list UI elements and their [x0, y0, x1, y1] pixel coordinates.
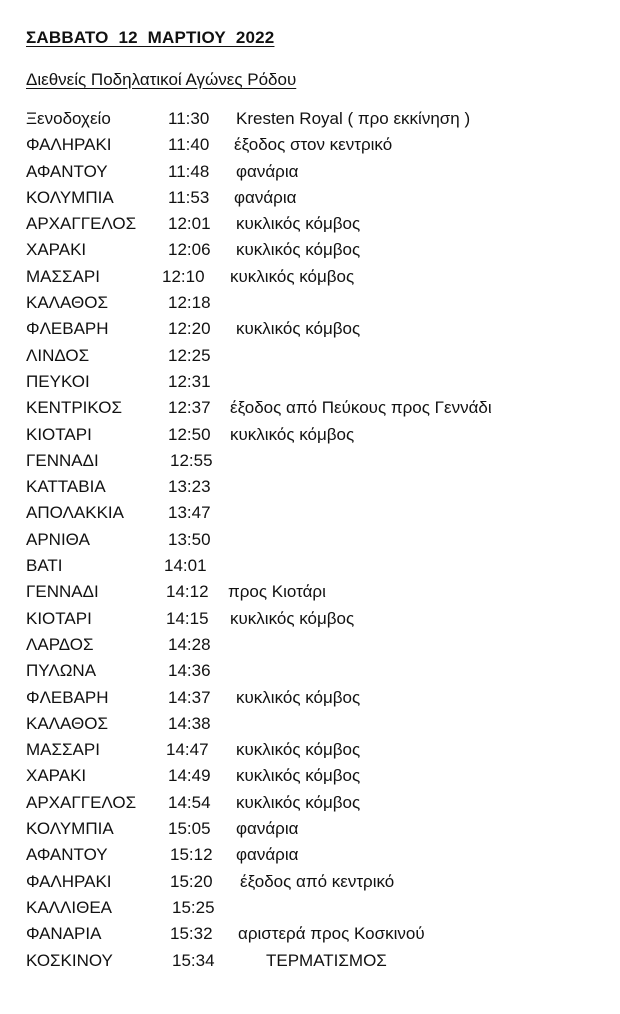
schedule-row [0, 948, 620, 974]
row-place: ΛΑΡΔΟΣ [26, 634, 94, 654]
schedule-row [0, 869, 620, 895]
row-place: ΚΟΣΚΙΝΟΥ [26, 950, 113, 970]
schedule-row [0, 316, 620, 342]
row-time: 12:31 [168, 371, 211, 391]
row-place: ΚΙΟΤΑΡΙ [26, 608, 92, 628]
row-time: 12:25 [168, 345, 211, 365]
schedule-row [0, 921, 620, 947]
row-note: κυκλικός κόμβος [236, 766, 361, 786]
schedule-row [0, 159, 620, 185]
row-time: 12:10 [162, 266, 205, 286]
schedule-row [0, 553, 620, 579]
row-time: 14:28 [168, 634, 211, 654]
row-time: 14:37 [168, 687, 211, 707]
row-place: ΚΑΛΑΘΟΣ [26, 293, 108, 313]
row-time: 15:32 [170, 924, 213, 944]
schedule-row [0, 132, 620, 158]
row-place: ΧΑΡΑΚΙ [26, 240, 87, 260]
row-time: 13:47 [168, 503, 211, 523]
row-place: ΦΑΛΗΡΑΚΙ [26, 135, 112, 155]
row-note: κυκλικός κόμβος [236, 214, 361, 234]
schedule-row [0, 606, 620, 632]
row-place: ΛΙΝΔΟΣ [26, 345, 90, 365]
row-time: 11:30 [168, 109, 210, 128]
schedule-row [0, 816, 620, 842]
row-place: ΧΑΡΑΚΙ [26, 766, 87, 786]
row-time: 15:12 [170, 845, 213, 865]
schedule-row [0, 395, 620, 421]
row-place: ΜΑΣΣΑΡΙ [26, 740, 100, 760]
row-time: 12:50 [168, 424, 211, 444]
row-time: 11:53 [168, 187, 210, 207]
schedule-row [0, 369, 620, 395]
row-time: 12:01 [168, 214, 211, 234]
row-time: 14:54 [168, 792, 211, 812]
schedule-row [0, 106, 620, 132]
row-time: 11:40 [168, 135, 210, 155]
row-place: ΦΑΛΗΡΑΚΙ [26, 871, 112, 891]
row-time: 11:48 [168, 161, 210, 181]
schedule-row [0, 685, 620, 711]
row-note: αριστερά προς Κοσκινού [238, 924, 425, 944]
schedule-row [0, 737, 620, 763]
row-place: ΠΕΥΚΟΙ [26, 371, 90, 391]
row-time: 12:18 [168, 293, 211, 313]
row-place: ΑΡΝΙΘΑ [26, 529, 90, 549]
row-note: κυκλικός κόμβος [230, 266, 355, 286]
row-time: 15:20 [170, 871, 213, 891]
row-time: 15:05 [168, 819, 211, 839]
row-time: 12:55 [170, 450, 213, 470]
schedule-row [0, 343, 620, 369]
row-note: ΤΕΡΜΑΤΙΣΜΟΣ [266, 950, 387, 970]
row-time: 15:25 [172, 897, 215, 917]
row-place: ΦΑΝΑΡΙΑ [26, 924, 102, 944]
row-time: 15:34 [172, 950, 215, 970]
row-note: φανάρια [236, 845, 299, 865]
row-place: ΑΠΟΛΑΚΚΙΑ [26, 503, 124, 523]
row-note: κυκλικός κόμβος [236, 687, 361, 707]
row-place: ΑΡΧΑΓΓΕΛΟΣ [26, 792, 137, 812]
row-place: ΚΑΛΛΙΘΕΑ [26, 897, 113, 917]
row-note: κυκλικός κόμβος [236, 319, 361, 339]
row-time: 12:37 [168, 398, 211, 418]
row-place: ΚΕΝΤΡΙΚΟΣ [26, 398, 122, 418]
schedule-row [0, 763, 620, 789]
row-note: έξοδος από Πεύκους προς Γεννάδι [230, 398, 492, 418]
row-place: ΓΕΝΝΑΔΙ [26, 582, 99, 602]
row-time: 14:36 [168, 661, 211, 681]
schedule-row [0, 711, 620, 737]
row-note: έξοδος από κεντρικό [240, 871, 395, 891]
row-note: προς Κιοτάρι [228, 582, 326, 602]
row-place: Ξενοδοχείο [26, 109, 111, 128]
row-place: ΑΡΧΑΓΓΕΛΟΣ [26, 214, 137, 234]
row-note: φανάρια [234, 187, 297, 207]
schedule-list [0, 106, 620, 974]
row-place: ΚΑΤΤΑΒΙΑ [26, 477, 106, 497]
row-place: ΚΑΛΑΘΟΣ [26, 713, 108, 733]
schedule-row [0, 448, 620, 474]
row-time: 14:12 [166, 582, 209, 602]
row-time: 14:38 [168, 713, 211, 733]
row-place: ΓΕΝΝΑΔΙ [26, 450, 99, 470]
row-note: έξοδος στον κεντρικό [234, 135, 393, 155]
schedule-row [0, 527, 620, 553]
row-time: 12:06 [168, 240, 211, 260]
row-time: 14:49 [168, 766, 211, 786]
row-place: ΒΑΤΙ [26, 556, 63, 576]
row-time: 13:23 [168, 477, 211, 497]
row-note: κυκλικός κόμβος [230, 424, 355, 444]
schedule-row [0, 290, 620, 316]
page-title: ΣΑΒΒΑΤΟ 12 ΜΑΡΤΙΟΥ 2022 [26, 28, 275, 47]
schedule-row [0, 842, 620, 868]
row-place: ΚΙΟΤΑΡΙ [26, 424, 92, 444]
schedule-row [0, 264, 620, 290]
row-time: 14:47 [166, 740, 209, 760]
row-place: ΦΛΕΒΑΡΗ [26, 319, 109, 339]
schedule-row [0, 632, 620, 658]
schedule-row [0, 579, 620, 605]
row-place: ΑΦΑΝΤΟΥ [26, 161, 108, 181]
row-place: ΜΑΣΣΑΡΙ [26, 266, 100, 286]
schedule-row [0, 211, 620, 237]
row-note: κυκλικός κόμβος [236, 240, 361, 260]
row-time: 12:20 [168, 319, 211, 339]
row-place: ΚΟΛΥΜΠΙΑ [26, 819, 114, 839]
row-note: κυκλικός κόμβος [236, 740, 361, 760]
row-place: ΑΦΑΝΤΟΥ [26, 845, 108, 865]
row-place: ΚΟΛΥΜΠΙΑ [26, 187, 114, 207]
schedule-row [0, 500, 620, 526]
row-place: ΠΥΛΩΝΑ [26, 661, 97, 681]
row-time: 13:50 [168, 529, 211, 549]
row-place: ΦΛΕΒΑΡΗ [26, 687, 109, 707]
schedule-row [0, 422, 620, 448]
row-time: 14:01 [164, 556, 207, 576]
row-note: κυκλικός κόμβος [230, 608, 355, 628]
row-note: φανάρια [236, 161, 299, 181]
schedule-row [0, 237, 620, 263]
row-time: 14:15 [166, 608, 209, 628]
row-note: Kresten Royal ( προ εκκίνηση ) [236, 109, 471, 128]
schedule-row [0, 790, 620, 816]
schedule-row [0, 658, 620, 684]
row-note: κυκλικός κόμβος [236, 792, 361, 812]
schedule-row [0, 895, 620, 921]
schedule-row [0, 474, 620, 500]
page-subtitle: Διεθνείς Ποδηλατικοί Αγώνες Ρόδου [26, 70, 297, 89]
row-note: φανάρια [236, 819, 299, 839]
schedule-row [0, 185, 620, 211]
